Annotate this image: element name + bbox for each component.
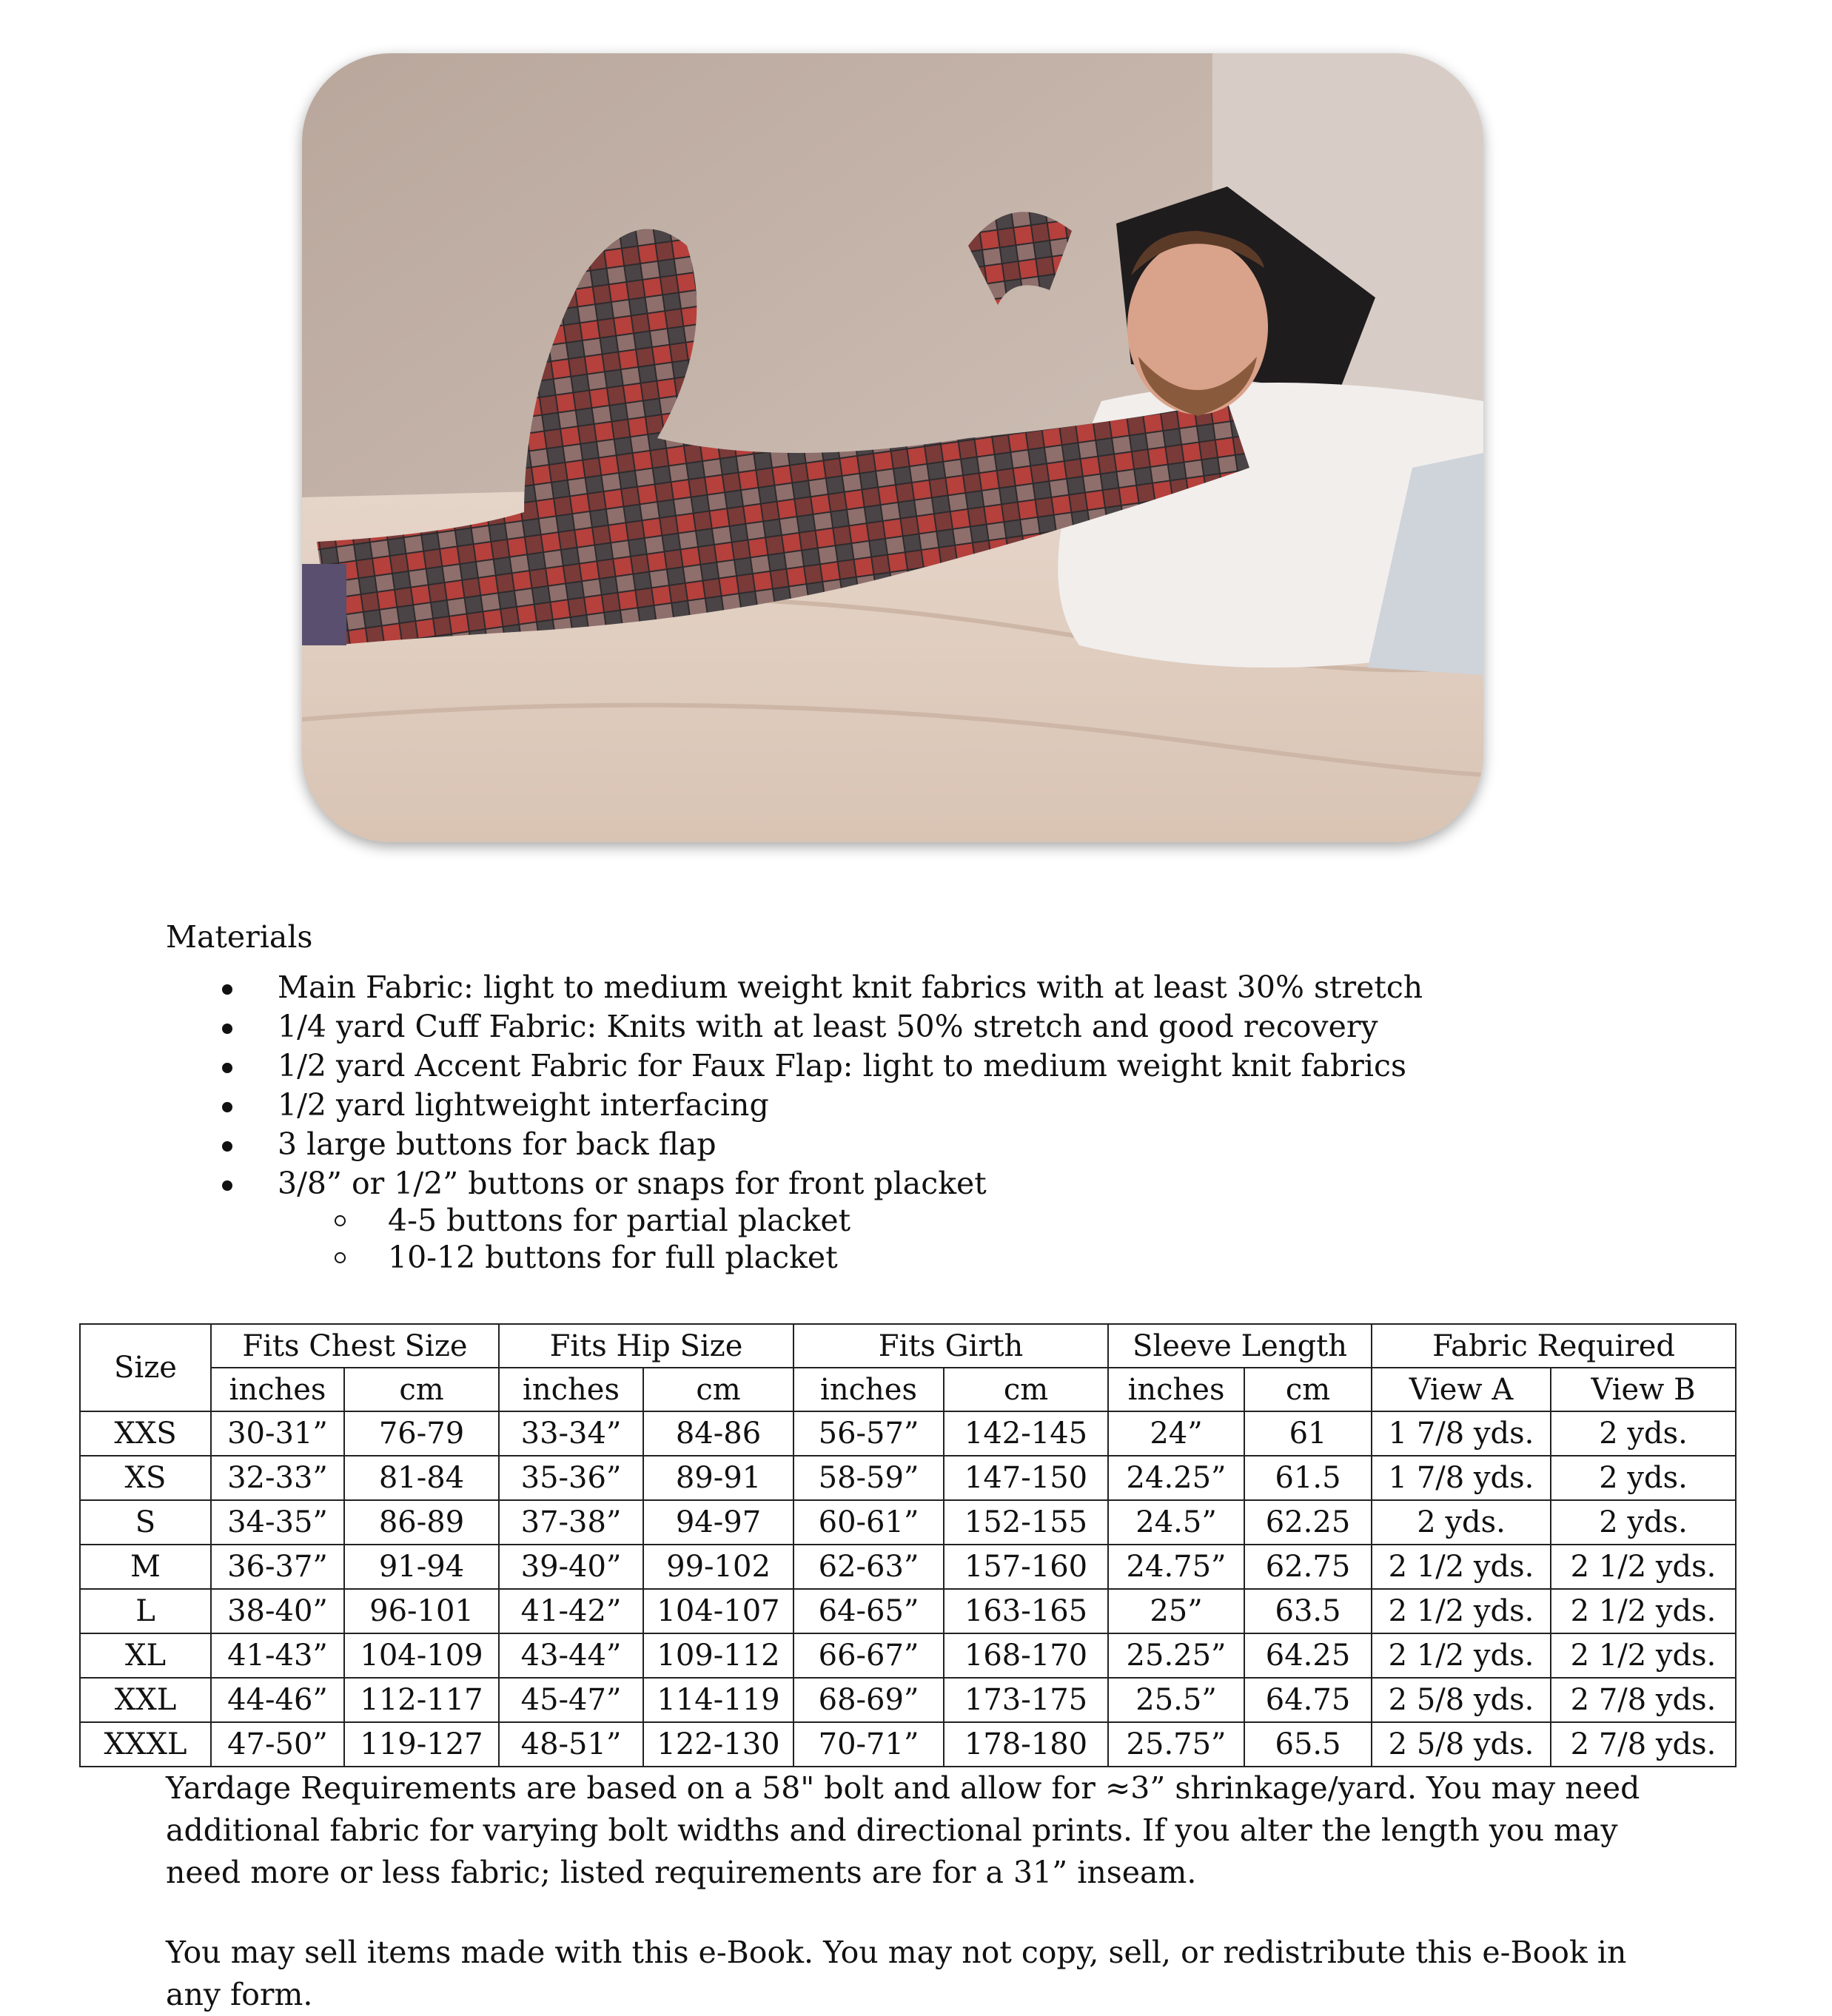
table-cell: 2 1/2 yds. <box>1372 1589 1551 1633</box>
table-cell: 76-79 <box>344 1411 499 1456</box>
table-cell: 24.75” <box>1108 1545 1244 1589</box>
materials-list <box>166 968 1423 1203</box>
product-photo <box>302 53 1483 842</box>
table-cell: 61.5 <box>1244 1456 1372 1500</box>
materials-item: 1/4 yard Cuff Fabric: Knits with at least 50% stretch and good recovery <box>166 1007 1423 1046</box>
size-label-cell: XS <box>80 1456 211 1500</box>
table-cell: 2 7/8 yds. <box>1551 1678 1736 1722</box>
column-subheader: cm <box>344 1368 499 1411</box>
column-subheader: cm <box>1244 1368 1372 1411</box>
placket-sublist <box>166 1202 850 1276</box>
table-row <box>80 1545 1736 1589</box>
column-subheader: inches <box>793 1368 944 1411</box>
table-cell: 45-47” <box>499 1678 643 1722</box>
column-subheader: cm <box>944 1368 1108 1411</box>
table-cell: 94-97 <box>643 1500 793 1545</box>
table-group-header-row <box>80 1324 1736 1368</box>
materials-subitem: 4-5 buttons for partial placket <box>166 1202 850 1239</box>
table-cell: 37-38” <box>499 1500 643 1545</box>
table-cell: 84-86 <box>643 1411 793 1456</box>
table-cell: 44-46” <box>211 1678 344 1722</box>
table-cell: 56-57” <box>793 1411 944 1456</box>
table-cell: 68-69” <box>793 1678 944 1722</box>
table-cell: 157-160 <box>944 1545 1108 1589</box>
column-subheader: inches <box>211 1368 344 1411</box>
table-cell: 119-127 <box>344 1722 499 1767</box>
column-subheader: cm <box>643 1368 793 1411</box>
table-cell: 61 <box>1244 1411 1372 1456</box>
table-row <box>80 1722 1736 1767</box>
materials-item: 1/2 yard Accent Fabric for Faux Flap: light to medium weight knit fabrics <box>166 1046 1423 1086</box>
size-label-cell: M <box>80 1545 211 1589</box>
table-row <box>80 1456 1736 1500</box>
table-cell: 25” <box>1108 1589 1244 1633</box>
table-cell: 112-117 <box>344 1678 499 1722</box>
table-cell: 41-42” <box>499 1589 643 1633</box>
man-in-plaid-pajamas-photo <box>302 53 1483 842</box>
column-subheader: View A <box>1372 1368 1551 1411</box>
table-cell: 2 1/2 yds. <box>1551 1545 1736 1589</box>
materials-item: Main Fabric: light to medium weight knit fabrics with at least 30% stretch <box>166 968 1423 1007</box>
table-row <box>80 1589 1736 1633</box>
table-cell: 2 yds. <box>1551 1500 1736 1545</box>
table-row <box>80 1633 1736 1678</box>
table-cell: 1 7/8 yds. <box>1372 1456 1551 1500</box>
table-cell: 65.5 <box>1244 1722 1372 1767</box>
table-cell: 34-35” <box>211 1500 344 1545</box>
table-cell: 147-150 <box>944 1456 1108 1500</box>
table-subheader-row <box>80 1368 1736 1411</box>
table-cell: 43-44” <box>499 1633 643 1678</box>
size-label-cell: L <box>80 1589 211 1633</box>
table-cell: 70-71” <box>793 1722 944 1767</box>
materials-subitem: 10-12 buttons for full placket <box>166 1239 850 1276</box>
bullet-icon <box>222 1024 232 1034</box>
table-row <box>80 1411 1736 1456</box>
table-cell: 2 1/2 yds. <box>1372 1633 1551 1678</box>
table-cell: 36-37” <box>211 1545 344 1589</box>
table-cell: 66-67” <box>793 1633 944 1678</box>
size-label-cell: XXXL <box>80 1722 211 1767</box>
table-cell: 104-107 <box>643 1589 793 1633</box>
materials-heading: Materials <box>166 919 313 955</box>
table-cell: 24” <box>1108 1411 1244 1456</box>
table-cell: 62.25 <box>1244 1500 1372 1545</box>
table-cell: 99-102 <box>643 1545 793 1589</box>
materials-item: 1/2 yard lightweight interfacing <box>166 1086 1423 1125</box>
table-cell: 25.75” <box>1108 1722 1244 1767</box>
table-cell: 41-43” <box>211 1633 344 1678</box>
table-cell: 39-40” <box>499 1545 643 1589</box>
table-cell: 178-180 <box>944 1722 1108 1767</box>
table-cell: 33-34” <box>499 1411 643 1456</box>
table-cell: 58-59” <box>793 1456 944 1500</box>
table-cell: 91-94 <box>344 1545 499 1589</box>
size-column-header: Size <box>80 1324 211 1411</box>
table-cell: 30-31” <box>211 1411 344 1456</box>
materials-item: 3 large buttons for back flap <box>166 1125 1423 1164</box>
table-cell: 2 1/2 yds. <box>1372 1545 1551 1589</box>
table-cell: 62-63” <box>793 1545 944 1589</box>
column-subheader: View B <box>1551 1368 1736 1411</box>
table-cell: 104-109 <box>344 1633 499 1678</box>
bullet-icon <box>222 1063 232 1073</box>
table-cell: 152-155 <box>944 1500 1108 1545</box>
table-cell: 173-175 <box>944 1678 1108 1722</box>
yardage-note: Yardage Requirements are based on a 58" bolt and allow for ≈3” shrinkage/yard. You may need additional fabric for varying bolt widths and directional prints. If you alter the length you may need more or less fabric; listed requirements are for a 31” inseam. <box>166 1770 1640 1890</box>
table-cell: 64.25 <box>1244 1633 1372 1678</box>
table-cell: 25.25” <box>1108 1633 1244 1678</box>
bullet-icon <box>222 984 232 995</box>
column-group-header: Sleeve Length <box>1108 1324 1372 1368</box>
table-cell: 2 yds. <box>1372 1500 1551 1545</box>
table-cell: 142-145 <box>944 1411 1108 1456</box>
table-cell: 168-170 <box>944 1633 1108 1678</box>
table-cell: 86-89 <box>344 1500 499 1545</box>
copyright-note: You may sell items made with this e-Book. You may not copy, sell, or redistribute this e-Book in any form. <box>166 1935 1627 2012</box>
table-cell: 47-50” <box>211 1722 344 1767</box>
materials-item: 3/8” or 1/2” buttons or snaps for front placket <box>166 1164 1423 1203</box>
table-cell: 62.75 <box>1244 1545 1372 1589</box>
size-label-cell: XL <box>80 1633 211 1678</box>
table-row <box>80 1678 1736 1722</box>
table-row <box>80 1500 1736 1545</box>
table-cell: 35-36” <box>499 1456 643 1500</box>
table-cell: 64.75 <box>1244 1678 1372 1722</box>
table-cell: 2 yds. <box>1551 1456 1736 1500</box>
table-cell: 64-65” <box>793 1589 944 1633</box>
table-cell: 2 7/8 yds. <box>1551 1722 1736 1767</box>
size-label-cell: S <box>80 1500 211 1545</box>
column-group-header: Fits Hip Size <box>499 1324 793 1368</box>
column-subheader: inches <box>499 1368 643 1411</box>
table-cell: 25.5” <box>1108 1678 1244 1722</box>
table-cell: 81-84 <box>344 1456 499 1500</box>
table-cell: 89-91 <box>643 1456 793 1500</box>
table-cell: 114-119 <box>643 1678 793 1722</box>
size-chart-table <box>79 1323 1737 1767</box>
column-subheader: inches <box>1108 1368 1244 1411</box>
table-cell: 48-51” <box>499 1722 643 1767</box>
column-group-header: Fits Chest Size <box>211 1324 499 1368</box>
column-group-header: Fits Girth <box>793 1324 1108 1368</box>
column-group-header: Fabric Required <box>1372 1324 1736 1368</box>
bullet-icon <box>222 1180 232 1191</box>
circle-bullet-icon <box>335 1215 346 1226</box>
table-cell: 24.5” <box>1108 1500 1244 1545</box>
table-cell: 2 5/8 yds. <box>1372 1722 1551 1767</box>
table-cell: 2 1/2 yds. <box>1551 1633 1736 1678</box>
table-cell: 122-130 <box>643 1722 793 1767</box>
table-cell: 2 5/8 yds. <box>1372 1678 1551 1722</box>
size-label-cell: XXL <box>80 1678 211 1722</box>
table-cell: 163-165 <box>944 1589 1108 1633</box>
circle-bullet-icon <box>335 1252 346 1263</box>
size-label-cell: XXS <box>80 1411 211 1456</box>
table-cell: 2 1/2 yds. <box>1551 1589 1736 1633</box>
table-cell: 32-33” <box>211 1456 344 1500</box>
bullet-icon <box>222 1102 232 1112</box>
table-cell: 63.5 <box>1244 1589 1372 1633</box>
size-chart-body <box>80 1411 1736 1767</box>
table-cell: 38-40” <box>211 1589 344 1633</box>
table-cell: 109-112 <box>643 1633 793 1678</box>
table-cell: 1 7/8 yds. <box>1372 1411 1551 1456</box>
bullet-icon <box>222 1141 232 1152</box>
table-cell: 96-101 <box>344 1589 499 1633</box>
table-cell: 24.25” <box>1108 1456 1244 1500</box>
table-cell: 2 yds. <box>1551 1411 1736 1456</box>
table-cell: 60-61” <box>793 1500 944 1545</box>
